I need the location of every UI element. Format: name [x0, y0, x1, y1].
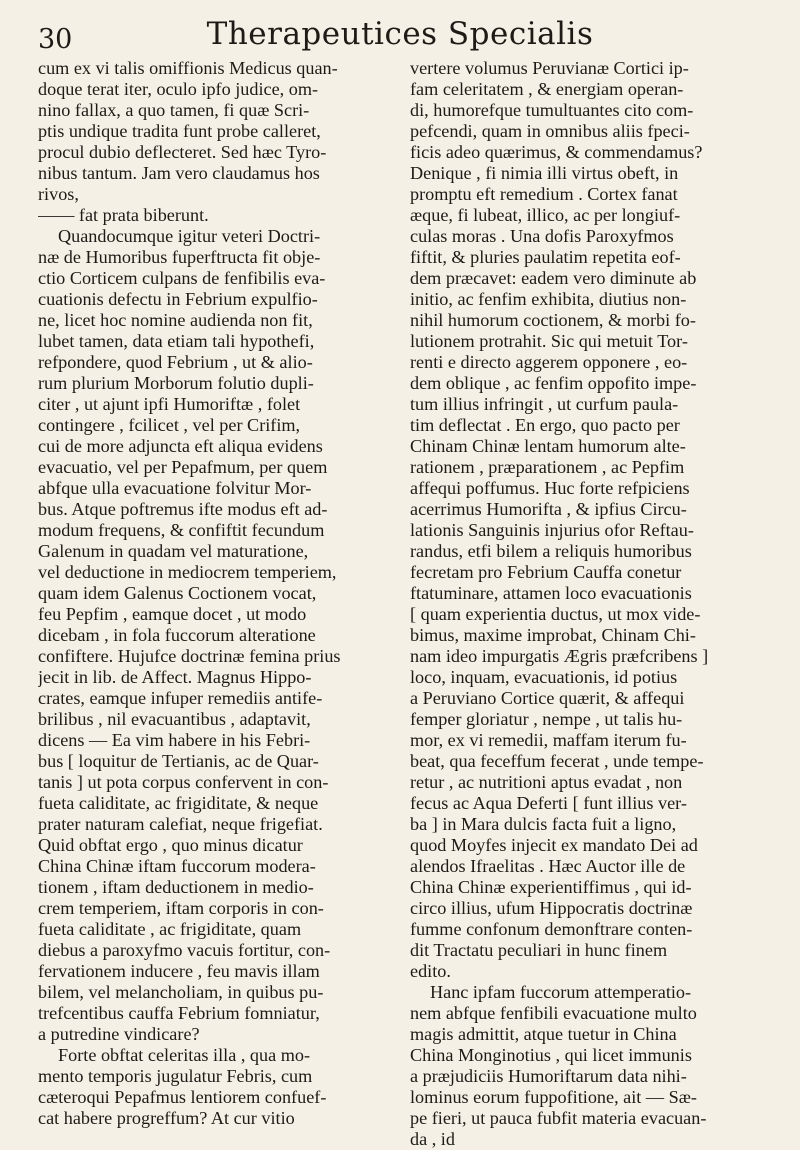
text-line: renti e directo aggerem opponere , eo- — [410, 352, 688, 372]
text-line: fumme confonum demonftrare conten- — [410, 919, 693, 939]
text-line: bus. Atque poftremus ifte modus eft ad- — [38, 499, 328, 519]
text-line: [ quam experientia ductus, ut mox vide- — [410, 604, 701, 624]
page-header — [0, 14, 800, 60]
text-line: vel deductione in mediocrem temperiem, — [38, 562, 337, 582]
running-title: Therapeutices Specialis — [206, 16, 594, 52]
text-line: fervationem inducere , feu mavis illam — [38, 961, 320, 981]
text-line: tanis ] ut pota corpus confervent in con- — [38, 772, 329, 792]
text-line: Chinam Chinæ lentam humorum alte- — [410, 436, 686, 456]
text-line: femper gloriatur , nempe , ut talis hu- — [410, 709, 683, 729]
text-line: cuationis defectu in Febrium expulfio- — [38, 289, 318, 309]
text-line: tionem , iftam deductionem in medio- — [38, 877, 314, 897]
text-line: crates, eamque infuper remediis antife- — [38, 688, 323, 708]
text-line: fecretam pro Febrium Cauffa conetur — [410, 562, 682, 582]
text-line: ba ] in Mara dulcis facta fuit a ligno, — [410, 814, 677, 834]
text-line: quam idem Galenus Coctionem vocat, — [38, 583, 317, 603]
text-line: Galenum in quadam vel maturatione, — [38, 541, 309, 561]
text-line: retur , ac nutritioni aptus evadat , non — [410, 772, 683, 792]
text-line: lutionem protrahit. Sic qui metuit Tor- — [410, 331, 688, 351]
text-line: modum frequens, & confiftit fecundum — [38, 520, 325, 540]
text-line: crem temperiem, iftam corporis in con- — [38, 898, 324, 918]
text-line: fiftit, & pluries paulatim repetita eof- — [410, 247, 681, 267]
text-line: diebus a paroxyfmo vacuis fortitur, con- — [38, 940, 331, 960]
text-line: Hanc ipfam fuccorum attemperatio- — [430, 982, 692, 1002]
text-line: ne, licet hoc nomine audienda non fit, — [38, 310, 313, 330]
text-line: evacuatio, vel per Pepafmum, per quem — [38, 457, 328, 477]
text-line: promptu eft remedium . Cortex fanat — [410, 184, 678, 204]
text-line: cæteroqui Pepafmus lentiorem confuef- — [38, 1087, 327, 1107]
text-line: da , id — [410, 1129, 455, 1149]
text-line: a putredine vindicare? — [38, 1024, 200, 1044]
text-line: mor, ex vi remedii, maffam iterum fu- — [410, 730, 687, 750]
text-line: fueta caliditate , ac frigiditate, quam — [38, 919, 302, 939]
text-line: nem abfque fenfibili evacuatione multo — [410, 1003, 697, 1023]
text-line: doque terat iter, oculo ipfo judice, om- — [38, 79, 319, 99]
text-line: pefcendi, quam in omnibus aliis fpeci- — [410, 121, 690, 141]
text-line: dem oblique , ac fenfim oppofito impe- — [410, 373, 697, 393]
text-line: mento temporis jugulatur Febris, cum — [38, 1066, 313, 1086]
text-line: næ de Humoribus fuperftructa fit obje- — [38, 247, 321, 267]
text-line: ficis adeo quærimus, & commendamus? — [410, 142, 703, 162]
text-line: fecus ac Aqua Deferti [ funt illius ver- — [410, 793, 687, 813]
text-line: ptis undique tradita funt probe calleret, — [38, 121, 321, 141]
text-line: dicens — Ea vim habere in his Febri- — [38, 730, 311, 750]
text-line: rationem , præparationem , ac Pepfim — [410, 457, 685, 477]
text-line: æque, fi lubeat, illico, ac per longiuf- — [410, 205, 681, 225]
text-line: vertere volumus Peruvianæ Cortici ip- — [410, 58, 689, 78]
text-line: bimus, maxime improbat, Chinam Chi- — [410, 625, 696, 645]
text-line: abfque ulla evacuatione folvitur Mor- — [38, 478, 312, 498]
text-line: nihil humorum coctionem, & morbi fo- — [410, 310, 696, 330]
text-line: alendos Ifraelitas . Hæc Auctor ille de — [410, 856, 686, 876]
text-line: Quandocumque igitur veteri Doctri- — [58, 226, 321, 246]
text-line: fam celeritatem , & energiam operan- — [410, 79, 684, 99]
text-line: contingere , fcilicet , vel per Crifim, — [38, 415, 301, 435]
text-line: jecit in lib. de Affect. Magnus Hippo- — [38, 667, 312, 687]
text-line: nino fallax, a quo tamen, fi quæ Scri- — [38, 100, 310, 120]
left-text-column — [38, 58, 388, 1129]
text-line: refpondere, quod Febrium , ut & alio- — [38, 352, 313, 372]
text-line: rivos, — [38, 184, 79, 204]
text-line: China Monginotius , qui licet immunis — [410, 1045, 692, 1065]
text-line: beat, qua feceffum fecerat , unde tempe- — [410, 751, 704, 771]
text-line: pe fieri, ut pauca fubfit materia evacuan- — [410, 1108, 707, 1128]
text-line: randus, etfi bilem a reliquis humoribus — [410, 541, 692, 561]
text-line: quod Moyfes injecit ex mandato Dei ad — [410, 835, 698, 855]
text-line: circo illius, ufum Hippocratis doctrinæ — [410, 898, 693, 918]
text-line: China Chinæ iftam fuccorum modera- — [38, 856, 316, 876]
text-line: a præjudiciis Humoriftarum data nihi- — [410, 1066, 687, 1086]
right-text-column — [410, 58, 760, 1150]
text-line: cum ex vi talis omiffionis Medicus quan- — [38, 58, 338, 78]
text-line: fueta caliditate, ac frigiditate, & neque — [38, 793, 319, 813]
text-line: magis admittit, atque tuetur in China — [410, 1024, 677, 1044]
text-line: cui de more adjuncta eft aliqua evidens — [38, 436, 323, 456]
text-line: tim deflectat . En ergo, quo pacto per — [410, 415, 680, 435]
text-line: Quid obftat ergo , quo minus dicatur — [38, 835, 303, 855]
text-line: edito. — [410, 961, 451, 981]
text-line: feu Pepfim , eamque docet , ut modo — [38, 604, 307, 624]
text-line: bilem, vel melancholiam, in quibus pu- — [38, 982, 324, 1002]
text-line: nibus tantum. Jam vero claudamus hos — [38, 163, 320, 183]
text-line: dicebam , in fola fuccorum alteratione — [38, 625, 316, 645]
text-line: bus [ loquitur de Tertianis, ac de Quar- — [38, 751, 319, 771]
text-line: lominus eorum fuppofitione, ait — Sæ- — [410, 1087, 697, 1107]
text-line: affequi poffumus. Huc forte refpiciens — [410, 478, 690, 498]
text-line: initio, ac fenfim exhibita, diutius non- — [410, 289, 687, 309]
text-line: Forte obftat celeritas illa , qua mo- — [58, 1045, 311, 1065]
text-line: nam ideo impurgatis Ægris præfcribens ] — [410, 646, 709, 666]
text-line: procul dubio deflecteret. Sed hæc Tyro- — [38, 142, 327, 162]
text-line: ftatuminare, attamen loco evacuationis — [410, 583, 692, 603]
text-line: Denique , fi nimia illi virtus obeft, in — [410, 163, 679, 183]
text-line: trefcentibus cauffa Febrium fomniatur, — [38, 1003, 320, 1023]
text-line: lubet tamen, data etiam tali hypothefi, — [38, 331, 315, 351]
text-line: cat habere progreffum? At cur vitio — [38, 1108, 295, 1128]
text-line: brilibus , nil evacuantibus , adaptavit, — [38, 709, 311, 729]
text-line: China Chinæ experientiffimus , qui id- — [410, 877, 692, 897]
text-line: loco, inquam, evacuationis, id potius — [410, 667, 678, 687]
text-line: culas moras . Una dofis Paroxyfmos — [410, 226, 674, 246]
text-line: rum plurium Morborum folutio dupli- — [38, 373, 314, 393]
text-line: ctio Corticem culpans de fenfibilis eva- — [38, 268, 326, 288]
text-line: dem præcavet: eadem vero diminute ab — [410, 268, 697, 288]
text-line: prater naturam calefiat, neque frigefiat. — [38, 814, 323, 834]
page-number: 30 — [38, 24, 73, 55]
text-line: citer , ut ajunt ipfi Humoriftæ , folet — [38, 394, 301, 414]
text-line: acerrimus Humorifta , & ipfius Circu- — [410, 499, 687, 519]
text-line: di, humorefque tumultuantes cito com- — [410, 100, 694, 120]
text-line: lationis Sanguinis injurius ofor Reftau- — [410, 520, 694, 540]
text-line: dit Tractatu peculiari in hunc finem — [410, 940, 668, 960]
text-line: tum illius infringit , ut curfum paula- — [410, 394, 679, 414]
text-line: a Peruviano Cortice quærit, & affequi — [410, 688, 685, 708]
text-line: —— fat prata biberunt. — [38, 205, 209, 225]
text-line: confiftere. Hujufce doctrinæ femina prius — [38, 646, 341, 666]
